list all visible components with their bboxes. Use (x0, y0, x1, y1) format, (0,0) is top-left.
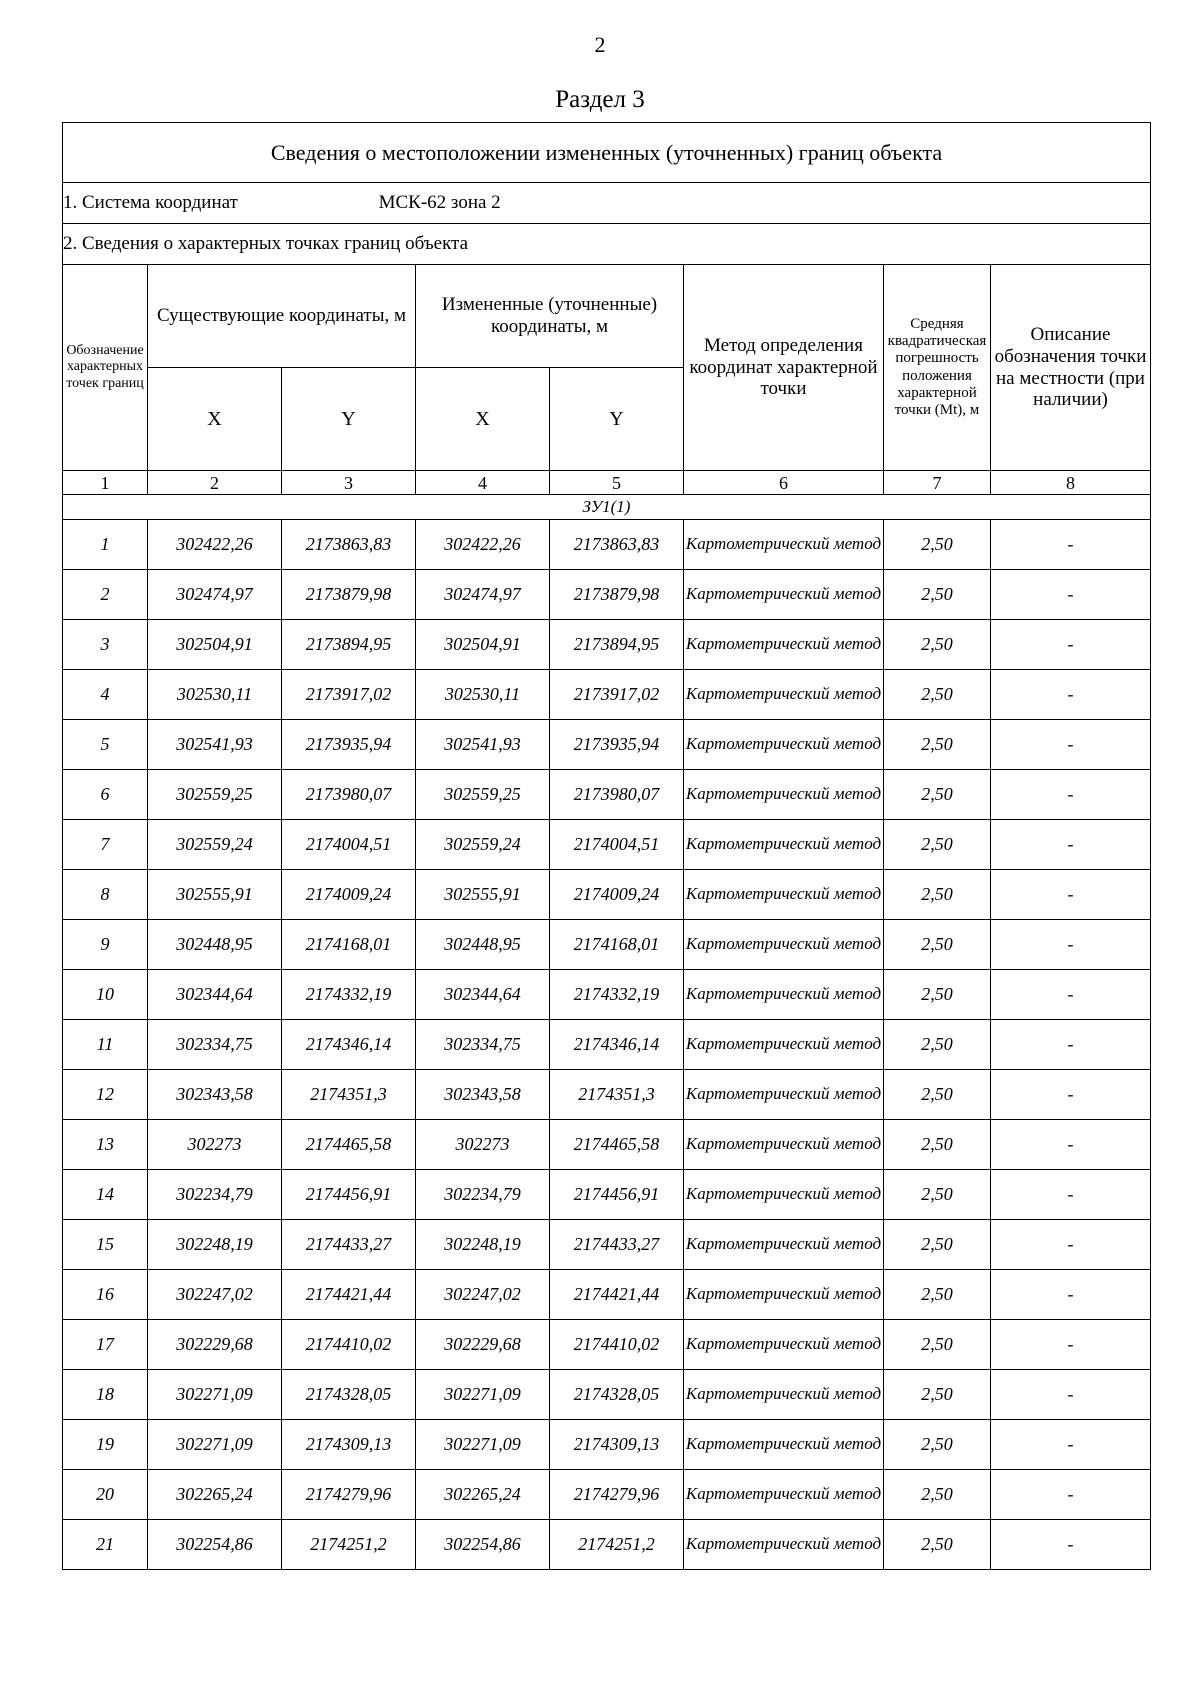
changed-x-cell: 302530,11 (416, 670, 550, 720)
method-cell: Картометрический метод (684, 1370, 884, 1420)
changed-x-cell: 302448,95 (416, 920, 550, 970)
changed-y-cell: 2174410,02 (550, 1320, 684, 1370)
changed-y-cell: 2174433,27 (550, 1220, 684, 1270)
point-number-cell: 12 (63, 1070, 148, 1120)
description-cell: - (991, 1070, 1151, 1120)
method-cell: Картометрический метод (684, 570, 884, 620)
accuracy-cell: 2,50 (884, 870, 991, 920)
changed-x-cell: 302334,75 (416, 1020, 550, 1070)
point-number-cell: 6 (63, 770, 148, 820)
accuracy-cell: 2,50 (884, 570, 991, 620)
changed-y-cell: 2174309,13 (550, 1420, 684, 1470)
accuracy-cell: 2,50 (884, 670, 991, 720)
description-cell: - (991, 1220, 1151, 1270)
changed-y-cell: 2173980,07 (550, 770, 684, 820)
changed-x-cell: 302422,26 (416, 520, 550, 570)
existing-x-cell: 302474,97 (148, 570, 282, 620)
table-row (63, 1520, 1151, 1570)
header-existing-x: X (148, 368, 282, 471)
header-changed: Измененные (уточненные) координаты, м (416, 265, 684, 368)
accuracy-cell: 2,50 (884, 1420, 991, 1470)
method-cell: Картометрический метод (684, 970, 884, 1020)
accuracy-cell: 2,50 (884, 920, 991, 970)
point-number-cell: 17 (63, 1320, 148, 1370)
description-cell: - (991, 570, 1151, 620)
existing-x-cell: 302271,09 (148, 1420, 282, 1470)
point-number-cell: 13 (63, 1120, 148, 1170)
method-cell: Картометрический метод (684, 1070, 884, 1120)
point-number-cell: 4 (63, 670, 148, 720)
description-cell: - (991, 1520, 1151, 1570)
existing-y-cell: 2173863,83 (282, 520, 416, 570)
header-existing-y: Y (282, 368, 416, 471)
method-cell: Картометрический метод (684, 1220, 884, 1270)
existing-y-cell: 2173894,95 (282, 620, 416, 670)
description-cell: - (991, 620, 1151, 670)
table-row (63, 620, 1151, 670)
existing-x-cell: 302234,79 (148, 1170, 282, 1220)
column-number: 8 (991, 471, 1151, 495)
header-existing: Существующие координаты, м (148, 265, 416, 368)
column-number: 4 (416, 471, 550, 495)
changed-y-cell: 2174351,3 (550, 1070, 684, 1120)
accuracy-cell: 2,50 (884, 1520, 991, 1570)
accuracy-cell: 2,50 (884, 1470, 991, 1520)
point-number-cell: 19 (63, 1420, 148, 1470)
changed-y-cell: 2174004,51 (550, 820, 684, 870)
changed-x-cell: 302555,91 (416, 870, 550, 920)
point-number-cell: 9 (63, 920, 148, 970)
method-cell: Картометрический метод (684, 1320, 884, 1370)
accuracy-cell: 2,50 (884, 770, 991, 820)
header-accuracy: Средняя квадратическая погрешность положения характерной точки (Mt), м (884, 265, 991, 471)
existing-x-cell: 302343,58 (148, 1070, 282, 1120)
description-cell: - (991, 1320, 1151, 1370)
changed-x-cell: 302229,68 (416, 1320, 550, 1370)
existing-x-cell: 302273 (148, 1120, 282, 1170)
accuracy-cell: 2,50 (884, 1070, 991, 1120)
method-cell: Картометрический метод (684, 720, 884, 770)
header-description: Описание обозначения точки на местности (при наличии) (991, 265, 1151, 471)
description-cell: - (991, 1270, 1151, 1320)
existing-y-cell: 2173917,02 (282, 670, 416, 720)
point-number-cell: 1 (63, 520, 148, 570)
changed-x-cell: 302254,86 (416, 1520, 550, 1570)
table-row (63, 1420, 1151, 1470)
coord-system-label: 1. Система координат (63, 192, 238, 213)
existing-y-cell: 2174346,14 (282, 1020, 416, 1070)
table-row (63, 720, 1151, 770)
method-cell: Картометрический метод (684, 870, 884, 920)
changed-x-cell: 302474,97 (416, 570, 550, 620)
column-number-row (63, 471, 1151, 495)
changed-y-cell: 2174421,44 (550, 1270, 684, 1320)
section-title: Раздел 3 (555, 86, 645, 113)
existing-x-cell: 302247,02 (148, 1270, 282, 1320)
point-number-cell: 21 (63, 1520, 148, 1570)
table-row (63, 1370, 1151, 1420)
coord-system-value: МСК-62 зона 2 (378, 192, 501, 213)
changed-x-cell: 302273 (416, 1120, 550, 1170)
changed-x-cell: 302559,24 (416, 820, 550, 870)
existing-x-cell: 302504,91 (148, 620, 282, 670)
existing-y-cell: 2174279,96 (282, 1470, 416, 1520)
existing-x-cell: 302559,24 (148, 820, 282, 870)
point-number-cell: 16 (63, 1270, 148, 1320)
existing-x-cell: 302530,11 (148, 670, 282, 720)
table-row (63, 1120, 1151, 1170)
existing-y-cell: 2174168,01 (282, 920, 416, 970)
table-row (63, 1470, 1151, 1520)
accuracy-cell: 2,50 (884, 1270, 991, 1320)
changed-x-cell: 302559,25 (416, 770, 550, 820)
column-number: 3 (282, 471, 416, 495)
point-number-cell: 11 (63, 1020, 148, 1070)
existing-y-cell: 2173935,94 (282, 720, 416, 770)
point-number-cell: 8 (63, 870, 148, 920)
changed-y-cell: 2173879,98 (550, 570, 684, 620)
method-cell: Картометрический метод (684, 770, 884, 820)
accuracy-cell: 2,50 (884, 1220, 991, 1270)
changed-y-cell: 2174328,05 (550, 1370, 684, 1420)
existing-x-cell: 302559,25 (148, 770, 282, 820)
method-cell: Картометрический метод (684, 1420, 884, 1470)
changed-y-cell: 2174251,2 (550, 1520, 684, 1570)
changed-y-cell: 2174346,14 (550, 1020, 684, 1070)
points-heading: 2. Сведения о характерных точках границ объекта (63, 224, 1151, 265)
changed-x-cell: 302271,09 (416, 1420, 550, 1470)
description-cell: - (991, 820, 1151, 870)
method-cell: Картометрический метод (684, 1470, 884, 1520)
accuracy-cell: 2,50 (884, 1020, 991, 1070)
accuracy-cell: 2,50 (884, 1320, 991, 1370)
description-cell: - (991, 720, 1151, 770)
changed-x-cell: 302265,24 (416, 1470, 550, 1520)
changed-y-cell: 2173917,02 (550, 670, 684, 720)
coord-system-row (63, 183, 1151, 224)
existing-y-cell: 2174251,2 (282, 1520, 416, 1570)
boundary-table (62, 122, 1151, 1570)
changed-x-cell: 302343,58 (416, 1070, 550, 1120)
accuracy-cell: 2,50 (884, 820, 991, 870)
point-number-cell: 18 (63, 1370, 148, 1420)
column-number: 7 (884, 471, 991, 495)
changed-y-cell: 2174009,24 (550, 870, 684, 920)
table-row (63, 1270, 1151, 1320)
existing-x-cell: 302254,86 (148, 1520, 282, 1570)
changed-x-cell: 302344,64 (416, 970, 550, 1020)
point-number-cell: 2 (63, 570, 148, 620)
point-number-cell: 7 (63, 820, 148, 870)
table-title: Сведения о местоположении измененных (уточненных) границ объекта (63, 123, 1151, 183)
description-cell: - (991, 520, 1151, 570)
description-cell: - (991, 770, 1151, 820)
zone-label: ЗУ1(1) (63, 495, 1151, 520)
changed-y-cell: 2174456,91 (550, 1170, 684, 1220)
table-row (63, 770, 1151, 820)
accuracy-cell: 2,50 (884, 620, 991, 670)
existing-y-cell: 2174328,05 (282, 1370, 416, 1420)
point-number-cell: 15 (63, 1220, 148, 1270)
table-row (63, 520, 1151, 570)
changed-x-cell: 302504,91 (416, 620, 550, 670)
accuracy-cell: 2,50 (884, 1170, 991, 1220)
description-cell: - (991, 670, 1151, 720)
existing-x-cell: 302265,24 (148, 1470, 282, 1520)
existing-x-cell: 302555,91 (148, 870, 282, 920)
accuracy-cell: 2,50 (884, 720, 991, 770)
method-cell: Картометрический метод (684, 820, 884, 870)
header-changed-y: Y (550, 368, 684, 471)
method-cell: Картометрический метод (684, 1170, 884, 1220)
changed-x-cell: 302234,79 (416, 1170, 550, 1220)
description-cell: - (991, 970, 1151, 1020)
point-number-cell: 5 (63, 720, 148, 770)
method-cell: Картометрический метод (684, 520, 884, 570)
changed-y-cell: 2173863,83 (550, 520, 684, 570)
method-cell: Картометрический метод (684, 1520, 884, 1570)
existing-x-cell: 302422,26 (148, 520, 282, 570)
page-number: 2 (594, 32, 606, 57)
existing-y-cell: 2173980,07 (282, 770, 416, 820)
point-number-cell: 10 (63, 970, 148, 1020)
existing-y-cell: 2174421,44 (282, 1270, 416, 1320)
column-number: 6 (684, 471, 884, 495)
accuracy-cell: 2,50 (884, 970, 991, 1020)
changed-x-cell: 302541,93 (416, 720, 550, 770)
accuracy-cell: 2,50 (884, 1370, 991, 1420)
accuracy-cell: 2,50 (884, 1120, 991, 1170)
method-cell: Картометрический метод (684, 670, 884, 720)
point-number-cell: 14 (63, 1170, 148, 1220)
changed-y-cell: 2174168,01 (550, 920, 684, 970)
existing-y-cell: 2174004,51 (282, 820, 416, 870)
existing-y-cell: 2174456,91 (282, 1170, 416, 1220)
column-number: 5 (550, 471, 684, 495)
existing-x-cell: 302229,68 (148, 1320, 282, 1370)
point-number-cell: 3 (63, 620, 148, 670)
changed-y-cell: 2173894,95 (550, 620, 684, 670)
header-method: Метод определения координат характерной точки (684, 265, 884, 471)
description-cell: - (991, 1120, 1151, 1170)
table-row (63, 870, 1151, 920)
method-cell: Картометрический метод (684, 1120, 884, 1170)
changed-y-cell: 2174332,19 (550, 970, 684, 1020)
description-cell: - (991, 1420, 1151, 1470)
changed-x-cell: 302248,19 (416, 1220, 550, 1270)
table-row (63, 1070, 1151, 1120)
changed-y-cell: 2174465,58 (550, 1120, 684, 1170)
table-row (63, 1220, 1151, 1270)
column-number: 1 (63, 471, 148, 495)
existing-x-cell: 302448,95 (148, 920, 282, 970)
table-row (63, 670, 1151, 720)
description-cell: - (991, 1020, 1151, 1070)
table-row (63, 1320, 1151, 1370)
table-row (63, 920, 1151, 970)
existing-y-cell: 2174465,58 (282, 1120, 416, 1170)
header-designation: Обозначение характерных точек границ (63, 265, 148, 471)
changed-y-cell: 2174279,96 (550, 1470, 684, 1520)
table-row (63, 570, 1151, 620)
existing-y-cell: 2174351,3 (282, 1070, 416, 1120)
changed-y-cell: 2173935,94 (550, 720, 684, 770)
existing-x-cell: 302271,09 (148, 1370, 282, 1420)
table-row (63, 1170, 1151, 1220)
method-cell: Картометрический метод (684, 1270, 884, 1320)
existing-x-cell: 302344,64 (148, 970, 282, 1020)
existing-x-cell: 302541,93 (148, 720, 282, 770)
existing-y-cell: 2174009,24 (282, 870, 416, 920)
accuracy-cell: 2,50 (884, 520, 991, 570)
method-cell: Картометрический метод (684, 920, 884, 970)
description-cell: - (991, 1470, 1151, 1520)
existing-y-cell: 2174309,13 (282, 1420, 416, 1470)
existing-y-cell: 2174332,19 (282, 970, 416, 1020)
existing-x-cell: 302248,19 (148, 1220, 282, 1270)
method-cell: Картометрический метод (684, 1020, 884, 1070)
existing-y-cell: 2174433,27 (282, 1220, 416, 1270)
table-row (63, 820, 1151, 870)
description-cell: - (991, 1170, 1151, 1220)
description-cell: - (991, 920, 1151, 970)
point-number-cell: 20 (63, 1470, 148, 1520)
column-number: 2 (148, 471, 282, 495)
table-row (63, 1020, 1151, 1070)
method-cell: Картометрический метод (684, 620, 884, 670)
existing-y-cell: 2173879,98 (282, 570, 416, 620)
changed-x-cell: 302271,09 (416, 1370, 550, 1420)
table-row (63, 970, 1151, 1020)
existing-y-cell: 2174410,02 (282, 1320, 416, 1370)
description-cell: - (991, 870, 1151, 920)
existing-x-cell: 302334,75 (148, 1020, 282, 1070)
changed-x-cell: 302247,02 (416, 1270, 550, 1320)
header-changed-x: X (416, 368, 550, 471)
description-cell: - (991, 1370, 1151, 1420)
